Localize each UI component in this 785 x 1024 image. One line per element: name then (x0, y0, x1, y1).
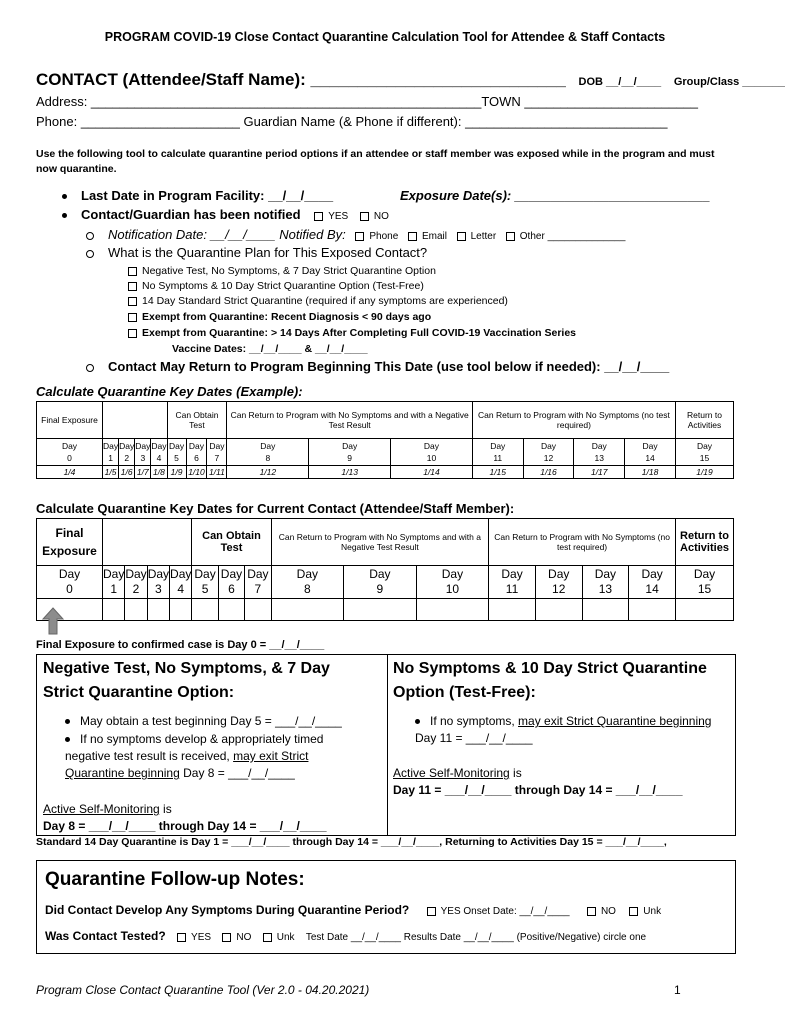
standard-quarantine-field[interactable]: Standard 14 Day Quarantine is Day 1 = ___/__/____ through Day 14 = ___/__/____, Returning to Activities Day 15 = ___/__/____, (36, 836, 667, 848)
plan-option-4 (128, 311, 431, 323)
current-day-cell (125, 566, 147, 599)
current-date-input[interactable] (535, 599, 582, 621)
day-number: 15 (697, 582, 712, 596)
example-date-cell: 1/15 (472, 466, 523, 479)
plan-option-1 (128, 265, 436, 277)
option-7-b2-exit: may exit Strict Quarantine beginning (65, 749, 309, 780)
current-date-input[interactable] (103, 599, 125, 621)
day-number: 1 (110, 582, 118, 596)
day-label: Day (696, 441, 713, 451)
day-number: 15 (699, 453, 710, 463)
example-final-header: Final Exposure (37, 402, 103, 439)
day-label: Day (125, 567, 147, 581)
current-date-input[interactable] (125, 599, 147, 621)
day-number: 2 (124, 453, 130, 463)
example-date-cell: 1/14 (391, 466, 473, 479)
day-number: 7 (254, 582, 262, 596)
current-day-cell (271, 566, 344, 599)
email-label: Email (421, 231, 447, 242)
current-nosymptom-header: Can Return to Program with No Symptoms (no test required) (489, 519, 676, 566)
day-label: Day (260, 441, 276, 451)
example-date-cell: 1/8 (151, 466, 167, 479)
option-7-asm-label: Active Self-Monitoring (43, 802, 160, 816)
day-number: 11 (505, 582, 519, 596)
day-label: Day (369, 567, 391, 581)
example-test-header: Can Obtain Test (167, 402, 227, 439)
current-date-input[interactable] (582, 599, 629, 621)
example-table (36, 401, 734, 479)
up-arrow-icon (42, 607, 64, 635)
day-number: 7 (214, 453, 220, 463)
current-final-header: Final Exposure (37, 519, 103, 566)
symptoms-question: Did Contact Develop Any Symptoms During Quarantine Period? (45, 903, 410, 917)
example-day-cell (135, 439, 151, 466)
day-label: Day (58, 567, 81, 581)
current-date-input[interactable] (344, 599, 417, 621)
example-date-cell: 1/10 (186, 466, 207, 479)
day-number: 4 (156, 453, 162, 463)
return-item (86, 359, 669, 374)
day-label: Day (119, 441, 135, 451)
tested-no-label: NO (236, 932, 252, 943)
plan-item (86, 245, 427, 260)
day-label: Day (693, 567, 716, 581)
tested-yes-checkbox[interactable] (177, 933, 186, 942)
day-number: 12 (552, 582, 566, 596)
day-number: 14 (645, 453, 655, 463)
option-7-bullet-1 (65, 713, 365, 730)
option-7-asm-is: is (159, 802, 172, 816)
notification-date-field[interactable]: Notification Date: __/__/____ Notified By: (108, 227, 346, 242)
day-number: 6 (228, 582, 235, 596)
contact-name-field[interactable]: CONTACT (Attendee/Staff Name): ___________________________ (36, 70, 566, 89)
example-date-cell: 1/19 (676, 466, 734, 479)
option-2-label: No Symptoms & 10 Day Strict Quarantine Option (Test-Free) (142, 280, 424, 292)
followup-box (36, 860, 736, 954)
example-date-cell: 1/16 (523, 466, 574, 479)
day-number: 10 (426, 453, 437, 463)
option-2-checkbox[interactable] (128, 282, 137, 291)
notified-label: Contact/Guardian has been notified (81, 207, 301, 222)
bullet-icon (415, 719, 420, 724)
option-7-range-field[interactable]: Day 8 = ___/__/____ through Day 14 = ___/__/____ (43, 819, 327, 833)
current-day-cell (344, 566, 417, 599)
current-date-input[interactable] (629, 599, 676, 621)
last-date-item (62, 188, 333, 203)
current-date-input[interactable] (218, 599, 244, 621)
day-number: 3 (155, 582, 162, 596)
example-day-cell (103, 439, 119, 466)
option-5-label: Exempt from Quarantine: > 14 Days After Completing Full COVID-19 Vaccination Series (142, 327, 577, 339)
day-number: 5 (174, 453, 179, 463)
day-number: 13 (598, 582, 613, 596)
day-label: Day (591, 441, 607, 451)
bullet-icon (65, 719, 70, 724)
day-label: Day (296, 567, 318, 581)
example-day-cell (574, 439, 625, 466)
example-date-cell: 1/7 (135, 466, 151, 479)
option-10-exit-date-field[interactable]: Day 11 = ___/__/____ (415, 731, 533, 745)
current-date-input[interactable] (170, 599, 192, 621)
current-date-input[interactable] (489, 599, 536, 621)
option-10-asm-is: is (509, 766, 522, 780)
option-10-b1-exit: may exit Strict Quarantine beginning (518, 714, 712, 728)
current-day-cell (37, 566, 103, 599)
option-10-asm (393, 765, 723, 799)
options-box (36, 654, 736, 836)
day-number: 8 (265, 453, 271, 463)
symptoms-unk-checkbox[interactable] (629, 907, 638, 916)
contact-name-line (36, 70, 785, 90)
option-10-b1-text: If no symptoms, (430, 714, 519, 728)
day-label: Day (188, 441, 205, 451)
other-field[interactable]: Other ______________ (519, 231, 626, 242)
day-number: 0 (67, 453, 72, 463)
example-day-cell (523, 439, 574, 466)
tested-question: Was Contact Tested? (45, 929, 166, 943)
example-date-cell: 1/17 (574, 466, 625, 479)
example-return-header: Return to Activities (676, 402, 734, 439)
example-date-cell: 1/13 (309, 466, 391, 479)
option-4-checkbox[interactable] (128, 313, 137, 322)
day-label: Day (247, 567, 269, 581)
plan-question: What is the Quarantine Plan for This Exposed Contact? (108, 245, 428, 260)
example-date-cell: 1/4 (37, 466, 103, 479)
vaccine-dates-field[interactable]: Vaccine Dates: __/__/____ & __/__/____ (172, 343, 368, 355)
example-date-cell: 1/18 (625, 466, 676, 479)
tested-unk-label: Unk (276, 932, 295, 943)
option-10-range-field[interactable]: Day 11 = ___/__/____ through Day 14 = ___/__/____ (393, 783, 683, 797)
notified-no-label: NO (373, 211, 389, 222)
day-number: 3 (140, 453, 146, 463)
current-heading: Calculate Quarantine Key Dates for Current Contact (Attendee/Staff Member): (36, 501, 515, 516)
example-day-cell (625, 439, 676, 466)
day-label: Day (342, 441, 358, 451)
current-negative-header: Can Return to Program with No Symptoms and with a Negative Test Result (271, 519, 489, 566)
day-number: 0 (66, 582, 73, 596)
day-number: 2 (132, 582, 140, 596)
page-title: PROGRAM COVID-19 Close Contact Quarantine Calculation Tool for Attendee & Staff Contacts (104, 30, 666, 44)
current-day-cell (416, 566, 489, 599)
option-7-asm (43, 801, 373, 835)
day-label: Day (103, 567, 125, 581)
notification-item (86, 227, 625, 242)
phone-label: Phone (369, 231, 399, 242)
letter-label: Letter (470, 231, 497, 242)
divider (387, 655, 388, 835)
followup-title: Quarantine Follow-up Notes: (45, 869, 305, 890)
example-day-cell (119, 439, 135, 466)
day-number: 13 (594, 453, 604, 463)
page-number: 1 (674, 983, 681, 997)
day-label: Day (540, 441, 557, 451)
day-label: Day (103, 441, 119, 451)
day-label: Day (168, 441, 185, 451)
circle-bullet-icon (86, 364, 94, 372)
day-label: Day (151, 441, 167, 451)
plan-option-2 (128, 280, 424, 292)
day-label: Day (135, 441, 151, 451)
example-date-cell: 1/12 (227, 466, 309, 479)
onset-date-field[interactable]: YES Onset Date: __/__/____ (440, 906, 570, 917)
tested-yes-label: YES (191, 932, 212, 943)
option-5-checkbox[interactable] (128, 329, 137, 338)
option-7-test-date-field[interactable]: May obtain a test beginning Day 5 = ___/__/____ (80, 714, 342, 728)
example-date-cell: 1/5 (103, 466, 119, 479)
day-label: Day (423, 441, 440, 451)
bullet-icon (62, 194, 67, 199)
day-number: 5 (201, 582, 209, 596)
day-number: 4 (177, 582, 185, 596)
day-label: Day (220, 567, 243, 581)
example-day-cell (207, 439, 227, 466)
day-number: 12 (543, 453, 554, 463)
current-day-cell (582, 566, 629, 599)
example-day-cell (391, 439, 473, 466)
current-date-input[interactable] (147, 599, 169, 621)
day-number: 6 (194, 453, 199, 463)
day-label: Day (594, 567, 617, 581)
circle-bullet-icon (86, 232, 94, 240)
current-date-input[interactable] (416, 599, 489, 621)
current-day-cell (103, 566, 125, 599)
day-label: Day (61, 441, 78, 451)
current-day-cell (170, 566, 192, 599)
symptoms-yes-checkbox[interactable] (427, 907, 436, 916)
example-day-cell (227, 439, 309, 466)
bullet-icon (65, 737, 70, 742)
example-date-cell: 1/11 (207, 466, 227, 479)
current-date-input[interactable] (676, 599, 734, 621)
notified-yes-checkbox[interactable] (314, 212, 323, 221)
tested-unk-checkbox[interactable] (263, 933, 272, 942)
return-date-field[interactable]: Contact May Return to Program Beginning This Date (use tool below if needed): __/__/____ (108, 359, 670, 374)
current-day-cell (629, 566, 676, 599)
example-day-cell (167, 439, 186, 466)
test-dates-field[interactable]: Test Date __/__/____ Results Date __/__/____ (Positive/Negative) circle one (305, 932, 647, 943)
current-day-cell (676, 566, 734, 599)
option-7-exit-date-field[interactable]: Day 8 = ___/__/____ (179, 766, 295, 780)
day-number: 10 (445, 582, 460, 596)
example-heading: Calculate Quarantine Key Dates (Example): (36, 384, 303, 399)
plan-option-5 (128, 327, 576, 339)
symptoms-row (45, 903, 661, 917)
notified-no-checkbox[interactable] (360, 212, 369, 221)
option-10-bullet-1 (415, 713, 715, 747)
current-date-input[interactable] (271, 599, 344, 621)
option-3-label: 14 Day Standard Strict Quarantine (required if any symptoms are experienced) (142, 295, 508, 307)
plan-option-3 (128, 295, 508, 307)
day-label: Day (548, 567, 570, 581)
current-day-cell (245, 566, 271, 599)
notified-yes-label: YES (328, 211, 349, 222)
example-day-cell (151, 439, 167, 466)
bullet-icon (62, 213, 67, 218)
address-field[interactable]: Address: ______________________________________________________TOWN ________________________ (36, 94, 698, 109)
phone-field[interactable]: Phone: ______________________ Guardian Name (& Phone if different): ____________________________ (36, 114, 668, 129)
day-label: Day (147, 567, 170, 581)
tested-row (45, 929, 646, 943)
option-10-asm-label: Active Self-Monitoring (393, 766, 510, 780)
day-number: 14 (645, 582, 659, 596)
example-day-cell (676, 439, 734, 466)
day-label: Day (441, 567, 464, 581)
option-7-b2-text: If no symptoms develop & appropriately timed negative test result is received, (65, 732, 324, 763)
example-day-cell (472, 439, 523, 466)
current-date-input[interactable] (192, 599, 218, 621)
option-1-label: Negative Test, No Symptoms, & 7 Day Strict Quarantine Option (142, 265, 436, 277)
current-table (36, 518, 734, 621)
option-3-checkbox[interactable] (128, 297, 137, 306)
day-number: 9 (376, 582, 384, 596)
symptoms-no-label: NO (600, 906, 616, 917)
day-label: Day (170, 567, 192, 581)
other-checkbox[interactable] (506, 232, 515, 241)
current-date-input[interactable] (245, 599, 271, 621)
letter-checkbox[interactable] (457, 232, 466, 241)
example-nosymptom-header: Can Return to Program with No Symptoms (no test required) (472, 402, 675, 439)
option-7-title: Negative Test, No Symptoms, & 7 Day Strict Quarantine Option: (43, 660, 330, 701)
circle-bullet-icon (86, 250, 94, 258)
symptoms-no-checkbox[interactable] (587, 907, 596, 916)
notified-item (62, 207, 389, 222)
example-date-cell: 1/9 (167, 466, 186, 479)
current-day-cell (192, 566, 218, 599)
current-test-header: Can Obtain Test (192, 519, 271, 566)
day-number: 1 (108, 453, 113, 463)
footer-text: Program Close Contact Quarantine Tool (Ver 2.0 - 04.20.2021) (36, 983, 370, 997)
option-4-label: Exempt from Quarantine: Recent Diagnosis < 90 days ago (142, 311, 432, 323)
option-1-checkbox[interactable] (128, 267, 137, 276)
current-day-cell (147, 566, 169, 599)
current-day-cell (535, 566, 582, 599)
example-day-cell (309, 439, 391, 466)
instructions: Use the following tool to calculate quarantine period options if an attendee or staff member was exposed while in the program and must now quarantine. (36, 148, 715, 175)
day-label: Day (490, 441, 506, 451)
example-negative-header: Can Return to Program with No Symptoms and with a Negative Test Result (227, 402, 472, 439)
example-day-cell (37, 439, 103, 466)
example-date-cell: 1/6 (119, 466, 135, 479)
day-label: Day (209, 441, 225, 451)
day-label: Day (501, 567, 523, 581)
current-day-cell (218, 566, 244, 599)
tested-no-checkbox[interactable] (222, 933, 231, 942)
example-day-cell (186, 439, 207, 466)
phone-checkbox[interactable] (355, 232, 364, 241)
exposure-dates-field[interactable]: Exposure Date(s): ___________________________ (400, 188, 711, 203)
current-return-header: Return to Activities (676, 519, 734, 566)
option-10-title: No Symptoms & 10 Day Strict Quarantine Option (Test-Free): (393, 660, 707, 701)
dob-field[interactable]: DOB __/__/____ (578, 76, 662, 88)
last-date-field[interactable]: Last Date in Program Facility: __/__/____ (81, 188, 334, 203)
day-number: 9 (347, 453, 353, 463)
day-number: 11 (493, 453, 503, 463)
email-checkbox[interactable] (408, 232, 417, 241)
final-exposure-field[interactable]: Final Exposure to confirmed case is Day 0 = __/__/____ (36, 639, 325, 651)
day-label: Day (641, 567, 663, 581)
group-field[interactable]: Group/Class _______ (673, 76, 785, 88)
current-day-cell (489, 566, 536, 599)
day-label: Day (642, 441, 658, 451)
option-7-bullet-2 (65, 731, 365, 782)
day-label: Day (194, 567, 216, 581)
symptoms-unk-label: Unk (643, 906, 662, 917)
day-number: 8 (303, 582, 311, 596)
